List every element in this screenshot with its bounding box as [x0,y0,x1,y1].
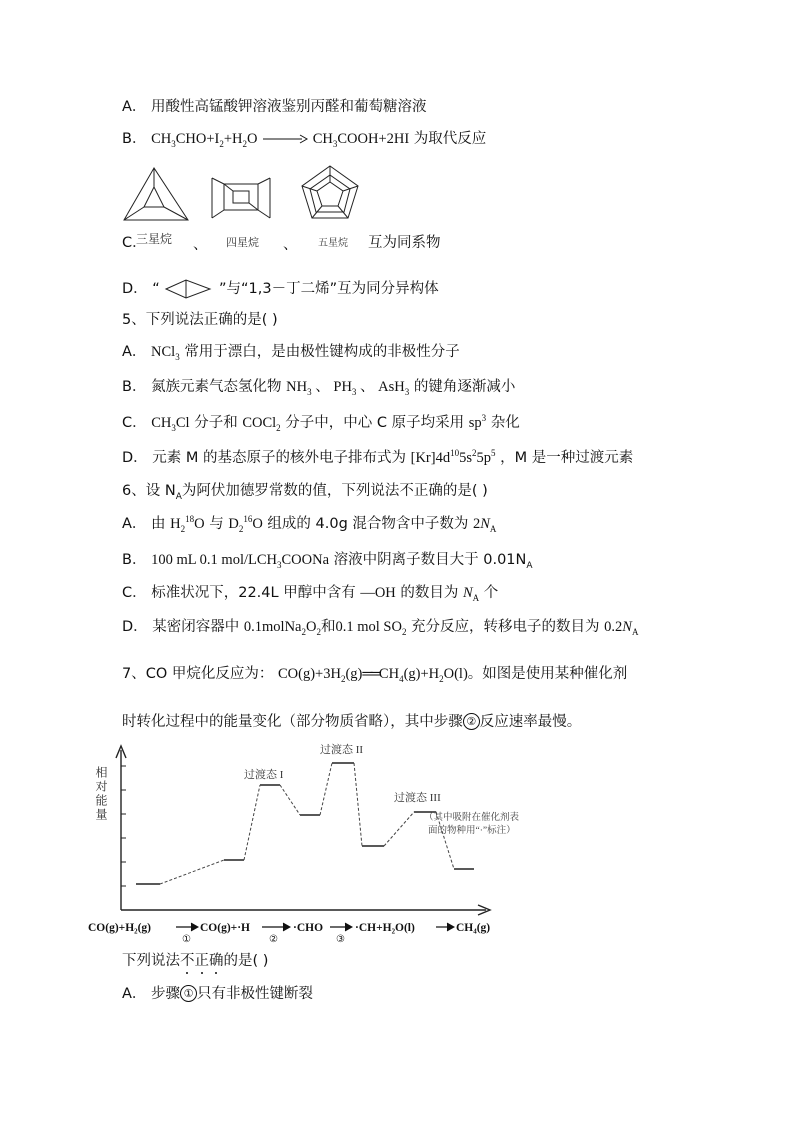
question-7-stem-line2 [122,712,581,732]
stem-text: 。如图是使用某种催化剂 [467,666,628,682]
step-1-marker: ① [180,985,197,1002]
step-arrow-head [283,923,290,931]
transition-state-label: 过渡态 I [244,769,284,781]
step-label: ① [182,934,191,945]
formula: 100 mL 0.1 mol/$LCH_3COONa$ [151,552,330,570]
question-7-stem-line1 [122,664,627,684]
stem-text: 时转化过程中的能量变化（部分物质省略），其中步骤 [122,714,463,730]
q7-option-a [122,984,313,1004]
option-label: B． [122,552,147,568]
formula: $CH_3Cl$ [151,415,190,433]
option-text: 互为同系物 [368,235,441,251]
question-6-stem [122,481,488,501]
x-category-label: CH₄(g) [456,922,491,934]
option-text: 标准状况下，22.4L 甲醇中含有 [151,585,356,601]
connector-dashed [160,860,224,884]
quote-mark: “ [152,281,160,297]
x-category-label: ·CHO [293,922,324,934]
formula: $0.1molNa_2O_2$和0.1 mol $SO_2$ [243,619,407,637]
option-text: 常用于漂白，是由极性键构成的非极性分子 [184,344,460,360]
option-text: 元素 M 的基态原子的核外电子排布式为 [152,450,407,466]
option-text: 由 [151,516,166,532]
option-label: D． [122,281,148,297]
x-category-label: CO(g)+H₂(g) [88,922,152,934]
tetrastrane-structure [208,172,274,224]
q5-option-a [122,342,460,362]
option-d-prev [122,278,439,300]
option-a-prev [122,97,427,117]
step-label: ② [269,934,278,945]
shape-label-three: 三星烷 [136,232,173,246]
option-text: 分子中，中心 C 原子均采用 [285,415,465,431]
option-text: 与 [209,516,224,532]
formula: COCl$_2$ [242,415,281,433]
formula: NCl$_3$ [151,344,180,362]
option-text: 为取代反应 [413,131,487,147]
stem-text: 反应速率最慢。 [479,714,582,730]
option-text: 个 [483,585,499,601]
q5-option-b [122,377,515,397]
step-2-marker: ② [463,713,480,730]
subscript: A [175,491,182,502]
option-text: 分子和 [194,415,238,431]
question-5-stem: 5、下列说法正确的是( ) [122,312,278,328]
reaction-equation: $CO(g)+3H_2(g)══CH_4(g)+H_2O(l)$ [277,666,468,684]
option-label: A． [122,986,147,1002]
formula: $D_2^{16}O$ [228,514,263,534]
formula: $2N_A$ [473,516,497,534]
option-text: 某密闭容器中 [152,619,240,635]
formula: $sp^3$ [468,413,487,431]
option-text: 用酸性高锰酸钾溶液鉴别丙醛和葡萄糖溶液 [151,99,427,115]
q6-option-b: B． 100 mL 0.1 mol/$LCH_3COONa$ 溶液中阴离子数目大于 $0.01N_A$ [122,552,533,571]
transition-state-label: 过渡态 III [394,792,441,804]
formula: —OH [360,585,396,601]
option-label: B． [122,131,147,147]
option-text: 的数目为 [400,585,459,601]
option-text: 氮族元素气态氢化物 [151,379,282,395]
transition-state-label: 过渡态 II [320,744,364,756]
q5-option-d [122,448,633,468]
option-text: ”与“1,3－丁二烯”互为同分异构体 [219,281,439,297]
connector-dashed [280,785,300,815]
q5-option-c [122,413,520,433]
formula: $0.2N_A$ [604,619,639,637]
option-label: B． [122,379,147,395]
stem-text: 6、设 N [122,483,176,499]
equation: $CH_3CHO+I_2+H_2O$ [151,131,258,149]
separator: 、 [283,237,298,253]
formula: $H_2^{18}O$ [170,514,205,534]
option-text: 溶液中阴离子数目大于 0.01N [333,552,527,568]
shape-label-five: 五星烷 [318,238,348,249]
option-label: C． [122,585,147,601]
bicyclobutane-structure [164,278,214,300]
x-category-label: CO(g)+·H [200,922,250,934]
step-arrow-head [191,923,198,931]
connector-dashed [354,763,362,846]
connector-dashed [320,763,332,815]
step-label: ③ [336,934,345,945]
option-text: 的键角逐渐减小 [413,379,516,395]
option-label: C． [122,235,147,251]
step-arrow-head [345,923,352,931]
electron-config: $[Kr]4d^{10}5s^25p^5$ [410,448,496,466]
option-label: A． [122,516,147,532]
x-category-label: ·CH+H₂O(l) [355,922,415,934]
diagram-note-line1: （其中吸附在催化剂表 [424,813,520,823]
y-axis-label: 相对能量 [94,766,108,822]
energy-diagram [84,738,524,946]
option-text: 只有非极性键断裂 [197,986,314,1002]
formula: $N_A$ [463,585,480,603]
option-label: C． [122,415,147,431]
option-label: A． [122,99,147,115]
step-arrow-head [447,923,454,931]
diagram-note-line2: 面的物种用“·”标注） [428,826,516,836]
equation-product: $CH_3COOH+2HI$ [312,131,410,149]
option-label: A． [122,344,147,360]
pentastrane-structure [294,162,366,226]
option-text: 充分反应，转移电子的数目为 [411,619,600,635]
option-text: 步骤 [151,986,181,1002]
option-text: ，M 是一种过渡元素 [500,450,634,466]
trinastrane-structure [120,165,192,223]
connector-dashed [244,785,260,860]
stem-text: 7、CO 甲烷化反应为： [122,666,274,682]
option-text: 组成的 4.0g 混合物含中子数为 [267,516,469,532]
option-label: D． [122,450,148,466]
formula: $NH_3$ 、 $PH_3$ 、 AsH$_3$ [286,379,410,397]
option-b-prev [122,129,486,149]
q7-sub-stem: 下列说法不正确的是( ) [122,953,269,969]
separator: 、 [193,237,208,253]
q6-option-a [122,514,496,534]
shape-label-four: 四星烷 [226,236,259,249]
reaction-arrow [262,134,308,144]
option-text: 杂化 [490,415,520,431]
q6-option-d [122,617,638,637]
stem-text: 为阿伏加德罗常数的值，下列说法不正确的是( ) [181,483,488,499]
q6-option-c [122,583,498,603]
option-label: D． [122,619,148,635]
connector-dashed [384,812,414,846]
